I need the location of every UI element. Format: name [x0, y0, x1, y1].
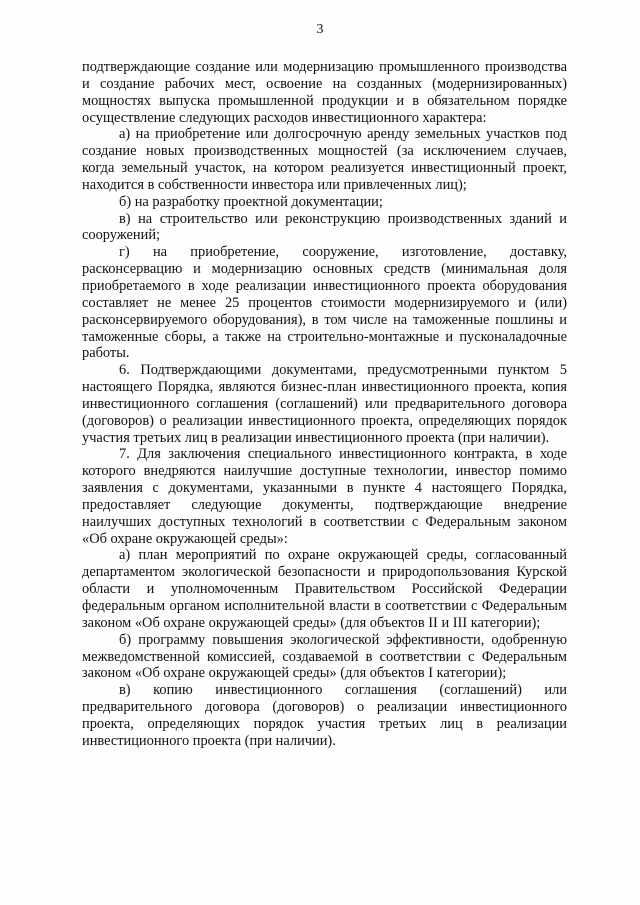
paragraph-item-a-land: а) на приобретение или долгосрочную аренду земельных участков под создание новых производственных мощностей (за исключением случаев, когда земельный участок, на котором реализуется инвестиционный проект, находится в собственности инвестора или привлеченных лиц);: [82, 126, 567, 193]
document-body: [82, 59, 567, 750]
paragraph-clause-6: 6. Подтверждающими документами, предусмотренными пунктом 5 настоящего Порядка, являются бизнес-план инвестиционного проекта, копия инвестиционного соглашения (соглашений) или предварительного договора (договоров) о реализации инвестиционного проекта, определяющих порядок участия третьих лиц в реализации инвестиционного проекта (при наличии).: [82, 362, 567, 446]
paragraph-clause-7-item-v: в) копию инвестиционного соглашения (соглашений) или предварительного договора (договоров) о реализации инвестиционного проекта, определяющих порядок участия третьих лиц в реализации инвестиционного проекта (при наличии).: [82, 682, 567, 749]
paragraph-clause-7: 7. Для заключения специального инвестиционного контракта, в ходе которого внедряются наилучшие доступные технологии, инвестор помимо заявления с документами, указанными в пункте 4 настоящего Порядка, предоставляет следующие документы, подтверждающие внедрение наилучших доступных технологий в соответствии с Федеральным законом «Об охране окружающей среды»:: [82, 446, 567, 547]
paragraph-clause-7-item-a: а) план мероприятий по охране окружающей среды, согласованный департаментом экологической безопасности и природопользования Курской области и уполномоченным Правительством Российской Федерации федеральным органом исполнительной власти в соответствии с Федеральным законом «Об охране окружающей среды» (для объектов II и III категории);: [82, 547, 567, 631]
paragraph-item-b-design: б) на разработку проектной документации;: [119, 193, 383, 210]
paragraph-item-v-construction: в) на строительство или реконструкцию производственных зданий и сооружений;: [82, 210, 567, 244]
paragraph-item-g-fixed-assets: г) на приобретение, сооружение, изготовление, доставку, расконсервацию и модернизацию основных средств (минимальная доля приобретаемого в ходе реализации инвестиционного проекта оборудования составляет не менее 25 процентов стоимости модернизируемого и (или) расконсервируемого оборудования), в том числе на таможенные пошлины и таможенные сборы, а также на строительно-монтажные и пусконаладочные работы.: [82, 244, 567, 362]
paragraph-clause-7-item-b: б) программу повышения экологической эффективности, одобренную межведомственной комиссией, создаваемой в соответствии с Федеральным законом «Об охране окружающей среды» (для объектов I категории);: [82, 631, 567, 682]
paragraph-continuation: подтверждающие создание или модернизацию промышленного производства и создание рабочих мест, освоение на созданных (модернизированных) мощностях выпуска промышленной продукции и в обязательном порядке осуществление следующих расходов инвестиционного характера:: [82, 59, 567, 126]
page-number: 3: [316, 22, 324, 37]
